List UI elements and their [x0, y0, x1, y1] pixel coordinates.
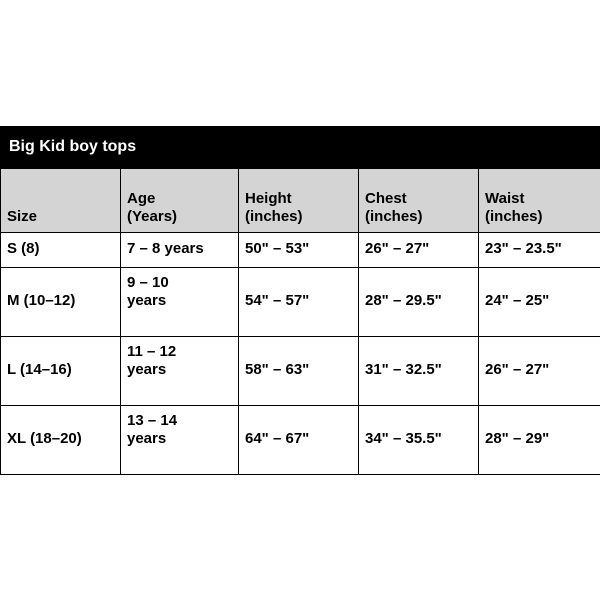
cell-height: 58" – 63" [239, 336, 359, 405]
table-row [1, 336, 600, 405]
cell-height: 50" – 53" [239, 232, 359, 267]
cell-age-line2: years [127, 291, 167, 309]
cell-chest: 34" – 35.5" [359, 405, 479, 474]
cell-age [121, 232, 239, 267]
column-header-chest-line1: Chest [365, 189, 407, 207]
column-header-size-line2: Size [7, 208, 38, 226]
cell-waist: 28" – 29" [479, 405, 600, 474]
cell-size: S (8) [1, 232, 121, 267]
cell-height: 64" – 67" [239, 405, 359, 474]
cell-chest: 31" – 32.5" [359, 336, 479, 405]
size-chart-container [0, 126, 600, 475]
cell-age-line1: 9 – 10 [127, 273, 169, 291]
table-title: Big Kid boy tops [1, 126, 600, 168]
column-header-age [121, 168, 239, 232]
column-header-height-line1: Height [245, 189, 292, 207]
column-header-height-line2: (inches) [245, 208, 303, 226]
size-chart-table [0, 126, 600, 475]
cell-size: M (10–12) [1, 267, 121, 336]
cell-age-line1: 7 – 8 years [127, 240, 204, 258]
cell-chest: 28" – 29.5" [359, 267, 479, 336]
column-header-waist-line1: Waist [485, 189, 525, 207]
column-header-size [1, 168, 121, 232]
column-header-age-line1: Age [127, 189, 156, 207]
table-header-row [1, 168, 600, 232]
table-row [1, 405, 600, 474]
cell-age-line1: 13 – 14 [127, 411, 178, 429]
cell-waist: 26" – 27" [479, 336, 600, 405]
cell-age-line2: years [127, 429, 167, 447]
column-header-chest [359, 168, 479, 232]
cell-age [121, 405, 239, 474]
column-header-chest-line2: (inches) [365, 208, 423, 226]
cell-age-line1: 11 – 12 [127, 342, 177, 360]
column-header-age-line2: (Years) [127, 208, 178, 226]
cell-age [121, 336, 239, 405]
cell-chest: 26" – 27" [359, 232, 479, 267]
cell-waist: 24" – 25" [479, 267, 600, 336]
cell-height: 54" – 57" [239, 267, 359, 336]
column-header-waist [479, 168, 600, 232]
table-title-row [1, 126, 600, 168]
cell-age-line2: years [127, 360, 167, 378]
column-header-waist-line2: (inches) [485, 208, 543, 226]
column-header-height [239, 168, 359, 232]
table-row [1, 232, 600, 267]
cell-age [121, 267, 239, 336]
cell-size: L (14–16) [1, 336, 121, 405]
table-row [1, 267, 600, 336]
cell-waist: 23" – 23.5" [479, 232, 600, 267]
cell-size: XL (18–20) [1, 405, 121, 474]
